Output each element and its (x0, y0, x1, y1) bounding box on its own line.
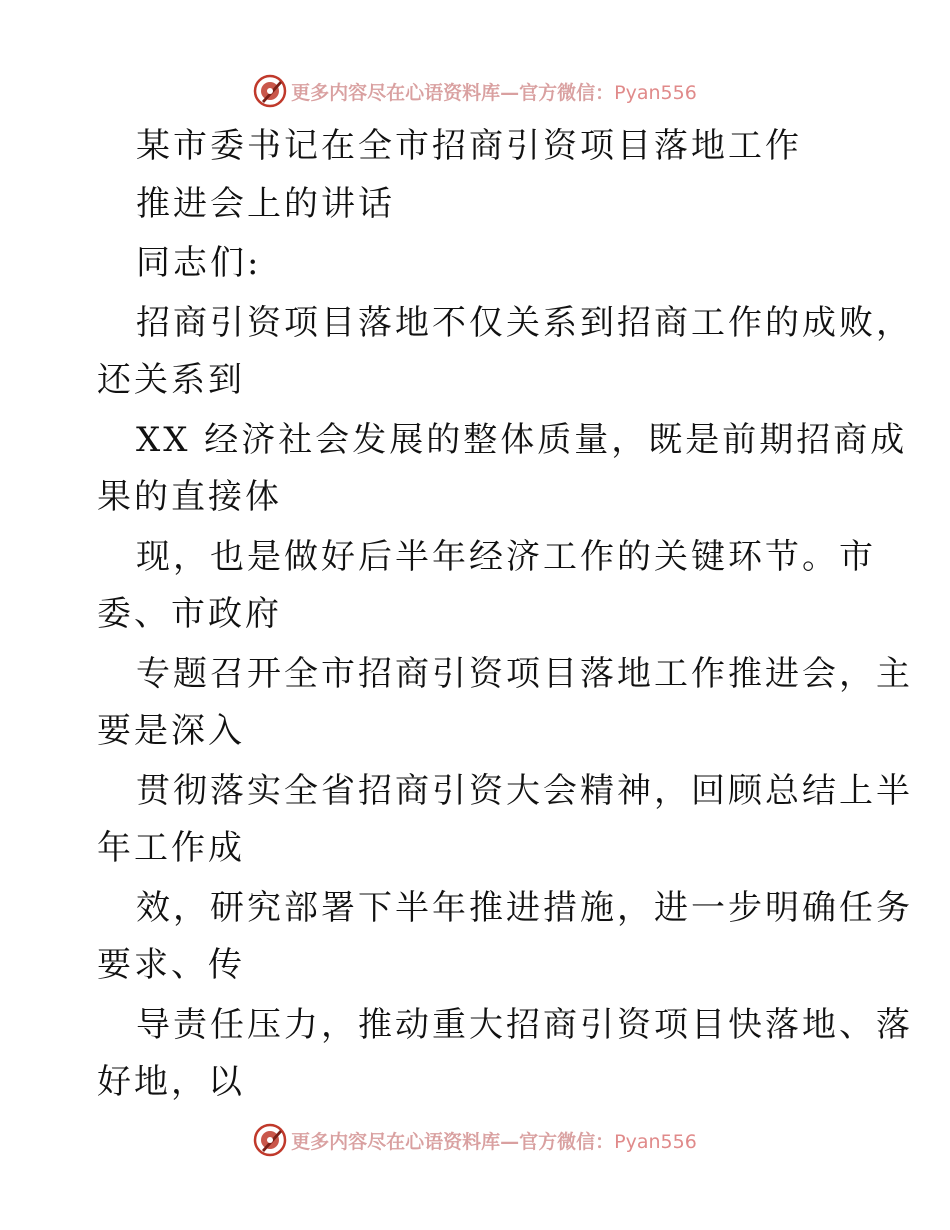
paragraph-line: 果的直接体 (97, 477, 282, 517)
paragraph-line: 导责任压力，推动重大招商引资项目快落地、落 (136, 1005, 913, 1045)
title-line-1: 某市委书记在全市招商引资项目落地工作 (136, 126, 802, 166)
paragraph-line: 要求、传 (97, 945, 245, 985)
paragraph-line: 现，也是做好后半年经济工作的关键环节。市 (136, 537, 876, 577)
header-banner-contact: Pyan556 (614, 81, 697, 104)
title-line-2: 推进会上的讲话 (136, 184, 395, 224)
paragraph-line: 效，研究部署下半年推进措施，进一步明确任务 (136, 888, 913, 928)
pen-logo-icon (253, 1123, 287, 1157)
paragraph-line: 贯彻落实全省招商引资大会精神，回顾总结上半 (136, 771, 913, 811)
paragraph-line: 还关系到 (97, 360, 245, 400)
footer-watermark-banner (0, 1120, 950, 1160)
pen-logo-icon (253, 74, 287, 108)
footer-banner-contact: Pyan556 (614, 1130, 697, 1153)
paragraph-line: 专题召开全市招商引资项目落地工作推进会，主 (136, 654, 913, 694)
footer-banner-text: 更多内容尽在心语资料库—官方微信： (291, 1130, 615, 1153)
paragraph-line: 委、市政府 (97, 594, 282, 634)
paragraph-line: XX 经济社会发展的整体质量，既是前期招商成 (136, 420, 908, 460)
paragraph-line: 招商引资项目落地不仅关系到招商工作的成败， (136, 303, 913, 343)
paragraph-line: 要是深入 (97, 711, 245, 751)
salutation: 同志们: (136, 243, 262, 283)
paragraph-line: 年工作成 (97, 828, 245, 868)
paragraph-line: 好地，以 (97, 1062, 245, 1102)
header-watermark-banner (0, 71, 950, 111)
header-banner-text: 更多内容尽在心语资料库—官方微信： (291, 81, 615, 104)
